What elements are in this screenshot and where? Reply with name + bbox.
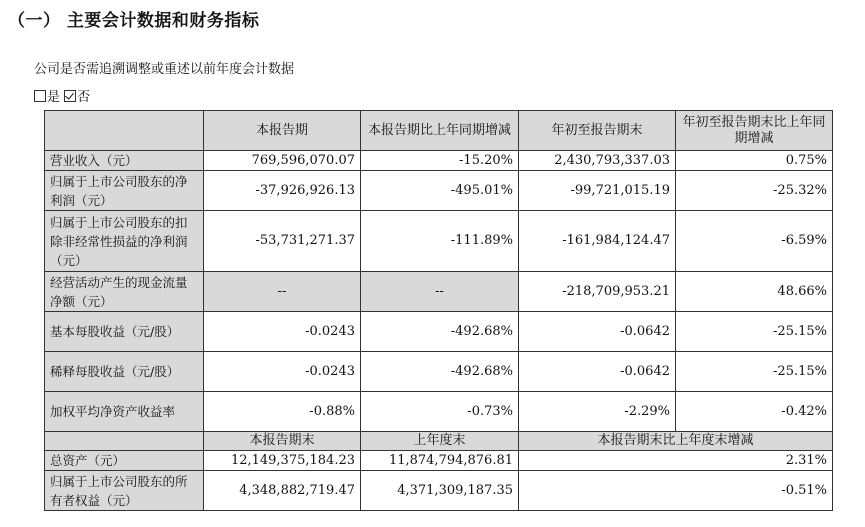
section-heading: （一） 主要会计数据和财务指标 <box>8 11 260 31</box>
no-label: 否 <box>77 90 91 105</box>
header-current-period: 本报告期 <box>204 111 361 151</box>
header-ytd: 年初至报告期末 <box>519 111 676 151</box>
row-label: 基本每股收益（元/股） <box>45 312 204 352</box>
header-blank <box>45 111 204 151</box>
row-label: 归属于上市公司股东的扣除非经常性损益的净利润（元） <box>45 211 204 272</box>
table-cell: -0.0642 <box>519 352 676 392</box>
table-cell: -15.20% <box>361 151 519 171</box>
table-cell: -99,721,015.19 <box>519 171 676 211</box>
table-cell: -0.0243 <box>204 352 361 392</box>
row-label: 归属于上市公司股东的净利润（元） <box>45 171 204 211</box>
table-row <box>45 451 833 471</box>
row-label: 稀释每股收益（元/股） <box>45 352 204 392</box>
table-cell: -0.88% <box>204 392 361 432</box>
table-cell: 4,371,309,187.35 <box>361 471 519 511</box>
table-cell: -0.0642 <box>519 312 676 352</box>
table-cell: 11,874,794,876.81 <box>361 451 519 471</box>
table-row <box>45 211 833 272</box>
yes-checkbox[interactable] <box>34 90 46 102</box>
table-cell: -492.68% <box>361 352 519 392</box>
no-checkbox-checked[interactable] <box>64 90 76 102</box>
table-cell: -2.29% <box>519 392 676 432</box>
restatement-question: 公司是否需追溯调整或重述以前年度会计数据 <box>34 62 295 77</box>
table-row <box>45 272 833 312</box>
row-label: 总资产（元） <box>45 451 204 471</box>
table-row <box>45 471 833 511</box>
table-cell: -0.51% <box>519 471 833 511</box>
table-cell: 48.66% <box>676 272 833 312</box>
header-ytd-yoy: 年初至报告期末比上年同期增减 <box>676 111 833 151</box>
table-cell: -0.0243 <box>204 312 361 352</box>
table-cell: -- <box>204 272 361 312</box>
row-label: 归属于上市公司股东的所有者权益（元） <box>45 471 204 511</box>
financial-indicators-table <box>44 110 833 511</box>
table-cell: -495.01% <box>361 171 519 211</box>
table-cell: -6.59% <box>676 211 833 272</box>
row-label: 经营活动产生的现金流量净额（元） <box>45 272 204 312</box>
table-cell: -- <box>361 272 519 312</box>
subheader-period-end: 本报告期末 <box>204 432 361 451</box>
table-cell: -25.32% <box>676 171 833 211</box>
table-header-row <box>45 111 833 151</box>
table-cell: 2.31% <box>519 451 833 471</box>
table-cell: 12,149,375,184.23 <box>204 451 361 471</box>
table-cell: -0.73% <box>361 392 519 432</box>
row-label: 加权平均净资产收益率 <box>45 392 204 432</box>
subheader-prior-year-end: 上年度末 <box>361 432 519 451</box>
table-cell: -111.89% <box>361 211 519 272</box>
table-cell: 2,430,793,337.03 <box>519 151 676 171</box>
table-cell: -25.15% <box>676 312 833 352</box>
table-cell: 4,348,882,719.47 <box>204 471 361 511</box>
table-row <box>45 151 833 171</box>
table-row <box>45 392 833 432</box>
restatement-options <box>34 86 90 105</box>
table-row <box>45 312 833 352</box>
table-cell: -25.15% <box>676 352 833 392</box>
table-cell: 0.75% <box>676 151 833 171</box>
table-row <box>45 352 833 392</box>
table-subheader-row <box>45 432 833 451</box>
table-cell: -53,731,271.37 <box>204 211 361 272</box>
table-cell: -0.42% <box>676 392 833 432</box>
table-cell: 769,596,070.07 <box>204 151 361 171</box>
subheader-blank <box>45 432 204 451</box>
row-label: 营业收入（元） <box>45 151 204 171</box>
yes-label: 是 <box>47 90 61 105</box>
table-cell: -492.68% <box>361 312 519 352</box>
table-row <box>45 171 833 211</box>
header-current-period-yoy: 本报告期比上年同期增减 <box>361 111 519 151</box>
subheader-change: 本报告期末比上年度末增减 <box>519 432 833 451</box>
table-cell: -218,709,953.21 <box>519 272 676 312</box>
table-cell: -161,984,124.47 <box>519 211 676 272</box>
table-cell: -37,926,926.13 <box>204 171 361 211</box>
